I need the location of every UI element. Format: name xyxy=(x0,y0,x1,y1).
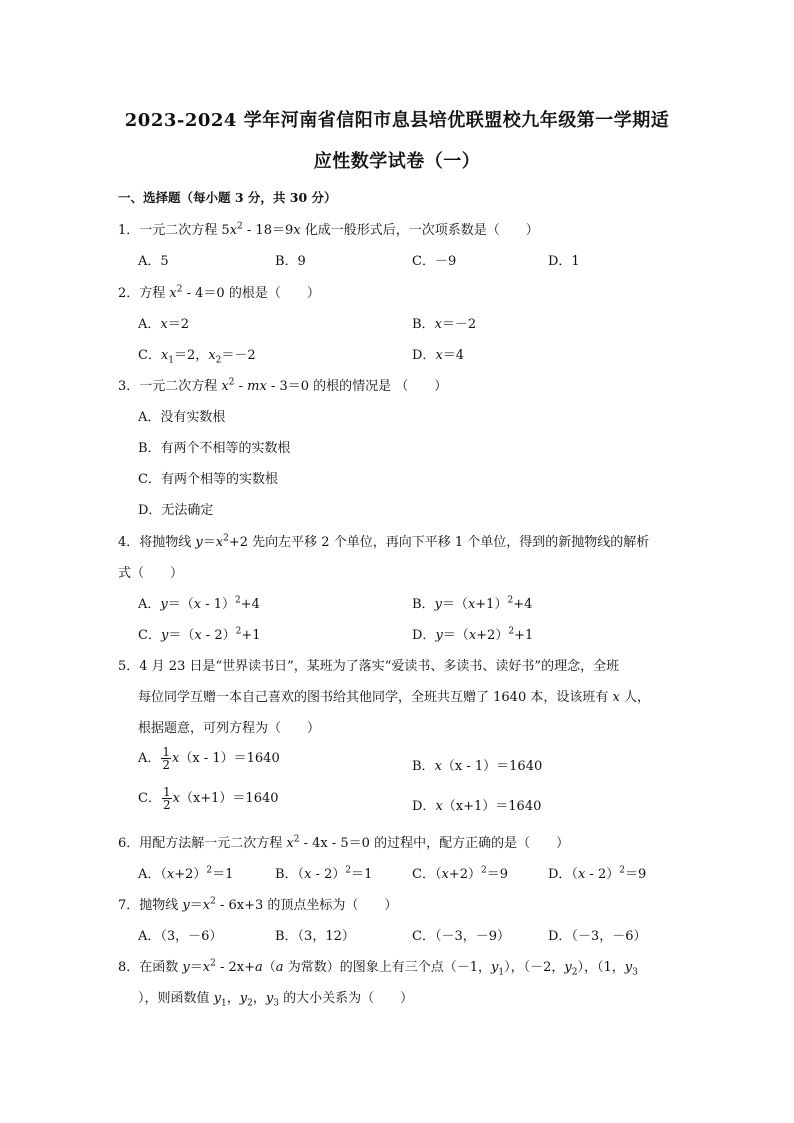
q5-option-a: A． $\frac{1}{2}$ x（x - 1）＝1640 xyxy=(138,745,280,772)
q6-option-b: B．（x - 2）$^2$＝1 xyxy=(275,865,373,882)
q6-option-d: D．（x - 2）$^2$＝9 xyxy=(548,865,647,882)
exam-title-line-2: 应性数学试卷（一） xyxy=(313,151,481,172)
question-2: 2．方程 $x^2 - 4=0$ 的根是（ ） xyxy=(118,284,320,301)
q7-option-b: B．（3，12） xyxy=(275,929,355,944)
fraction-one-half: $\frac{1}{2}$ xyxy=(162,745,171,772)
q2-option-a: A．x＝2 xyxy=(138,317,190,332)
q7-option-d: D．（－3，－6） xyxy=(548,929,647,944)
question-1: 1．一元二次方程 $5x^2 - 18=9x$ 化成一般形式后，一次项系数是（ ） xyxy=(118,221,539,238)
fraction-one-half: $\frac{1}{2}$ xyxy=(162,785,171,812)
q5-option-b: B．x（x - 1）＝1640 xyxy=(412,759,543,774)
q3-option-c: C．有两个相等的实数根 xyxy=(138,472,278,487)
q5-option-d: D．x（x+1）＝1640 xyxy=(412,799,542,814)
q7-option-a: A．（3，－6） xyxy=(138,929,223,944)
q2-option-b: B．x＝－2 xyxy=(412,317,477,332)
q1-option-a: A．5 xyxy=(138,254,169,269)
question-8: 8．在函数 $y=x^2 - 2x+a(a$ 为常数）的图象上有三个点（－1，$y_1$），（－2，$y_2$），（1，$y_3$ xyxy=(118,958,638,978)
q3-option-a: A．没有实数根 xyxy=(138,410,226,425)
q1-option-c: C．－9 xyxy=(412,254,457,269)
q1-option-b: B．9 xyxy=(275,254,306,269)
question-6: 6．用配方法解一元二次方程 $x^2 - 4x - 5=0$ 的过程中，配方正确的是（ ） xyxy=(118,834,570,851)
q1-option-d: D．1 xyxy=(548,254,580,269)
q4-option-c: C．y＝（x - 2）$^2$+1 xyxy=(138,626,261,643)
q3-option-b: B．有两个不相等的实数根 xyxy=(138,441,291,456)
question-5-line-2: 每位同学互赠一本自己喜欢的图书给其他同学，全班共互赠了 1640 本，设该班有 x 人， xyxy=(138,690,650,705)
exam-title-line-1: 2023-2024 学年河南省信阳市息县培优联盟校九年级第一学期适 xyxy=(124,110,670,131)
question-3: 3．一元二次方程 $x^2$ - mx - 3＝0 的根的情况是 （ ） xyxy=(118,377,448,394)
q7-option-c: C．（－3，－9） xyxy=(412,929,510,944)
q2-option-d: D．x＝4 xyxy=(412,348,465,363)
question-4-line-2: 式（ ） xyxy=(118,566,184,581)
question-8-line-2: ），则函数值 $y_1$，$y_2$，$y_3$ 的大小关系为（ ） xyxy=(138,991,414,1009)
q4-option-b: B．$y=(x+1)^2+4$ xyxy=(412,595,533,612)
question-4: 4．将抛物线 $y=x^2+2$ 先向左平移 2 个单位，再向下平移 1 个单位，得到的新抛物线的解析 xyxy=(118,533,650,550)
q6-option-a: A．$(x+2)^2=1$ xyxy=(138,865,234,882)
question-5: 5．4 月 23 日是“世界读书日”，某班为了落实“爱读书、多读书、读好书”的理念，全班 xyxy=(118,659,620,674)
question-7: 7．抛物线 $y=x^2 - 6x+3$ 的顶点坐标为（ ） xyxy=(118,896,398,913)
q3-option-d: D．无法确定 xyxy=(138,503,214,518)
q5-option-c: C． $\frac{1}{2}$ x（x+1）＝1640 xyxy=(138,785,279,812)
section-heading-choice: 一、选择题（每小题 3 分，共 30 分） xyxy=(118,190,337,205)
question-5-line-3: 根据题意，可列方程为（ ） xyxy=(138,721,321,736)
q4-option-a: A．y＝（x - 1）$^2$+4 xyxy=(138,595,260,612)
q6-option-c: C．$(x+2)^2=9$ xyxy=(412,865,508,882)
q2-option-c: C．$x_1=2$，$x_2=-2$ xyxy=(138,348,256,366)
q4-option-d: D．$y=(x+2)^2+1$ xyxy=(412,626,534,643)
